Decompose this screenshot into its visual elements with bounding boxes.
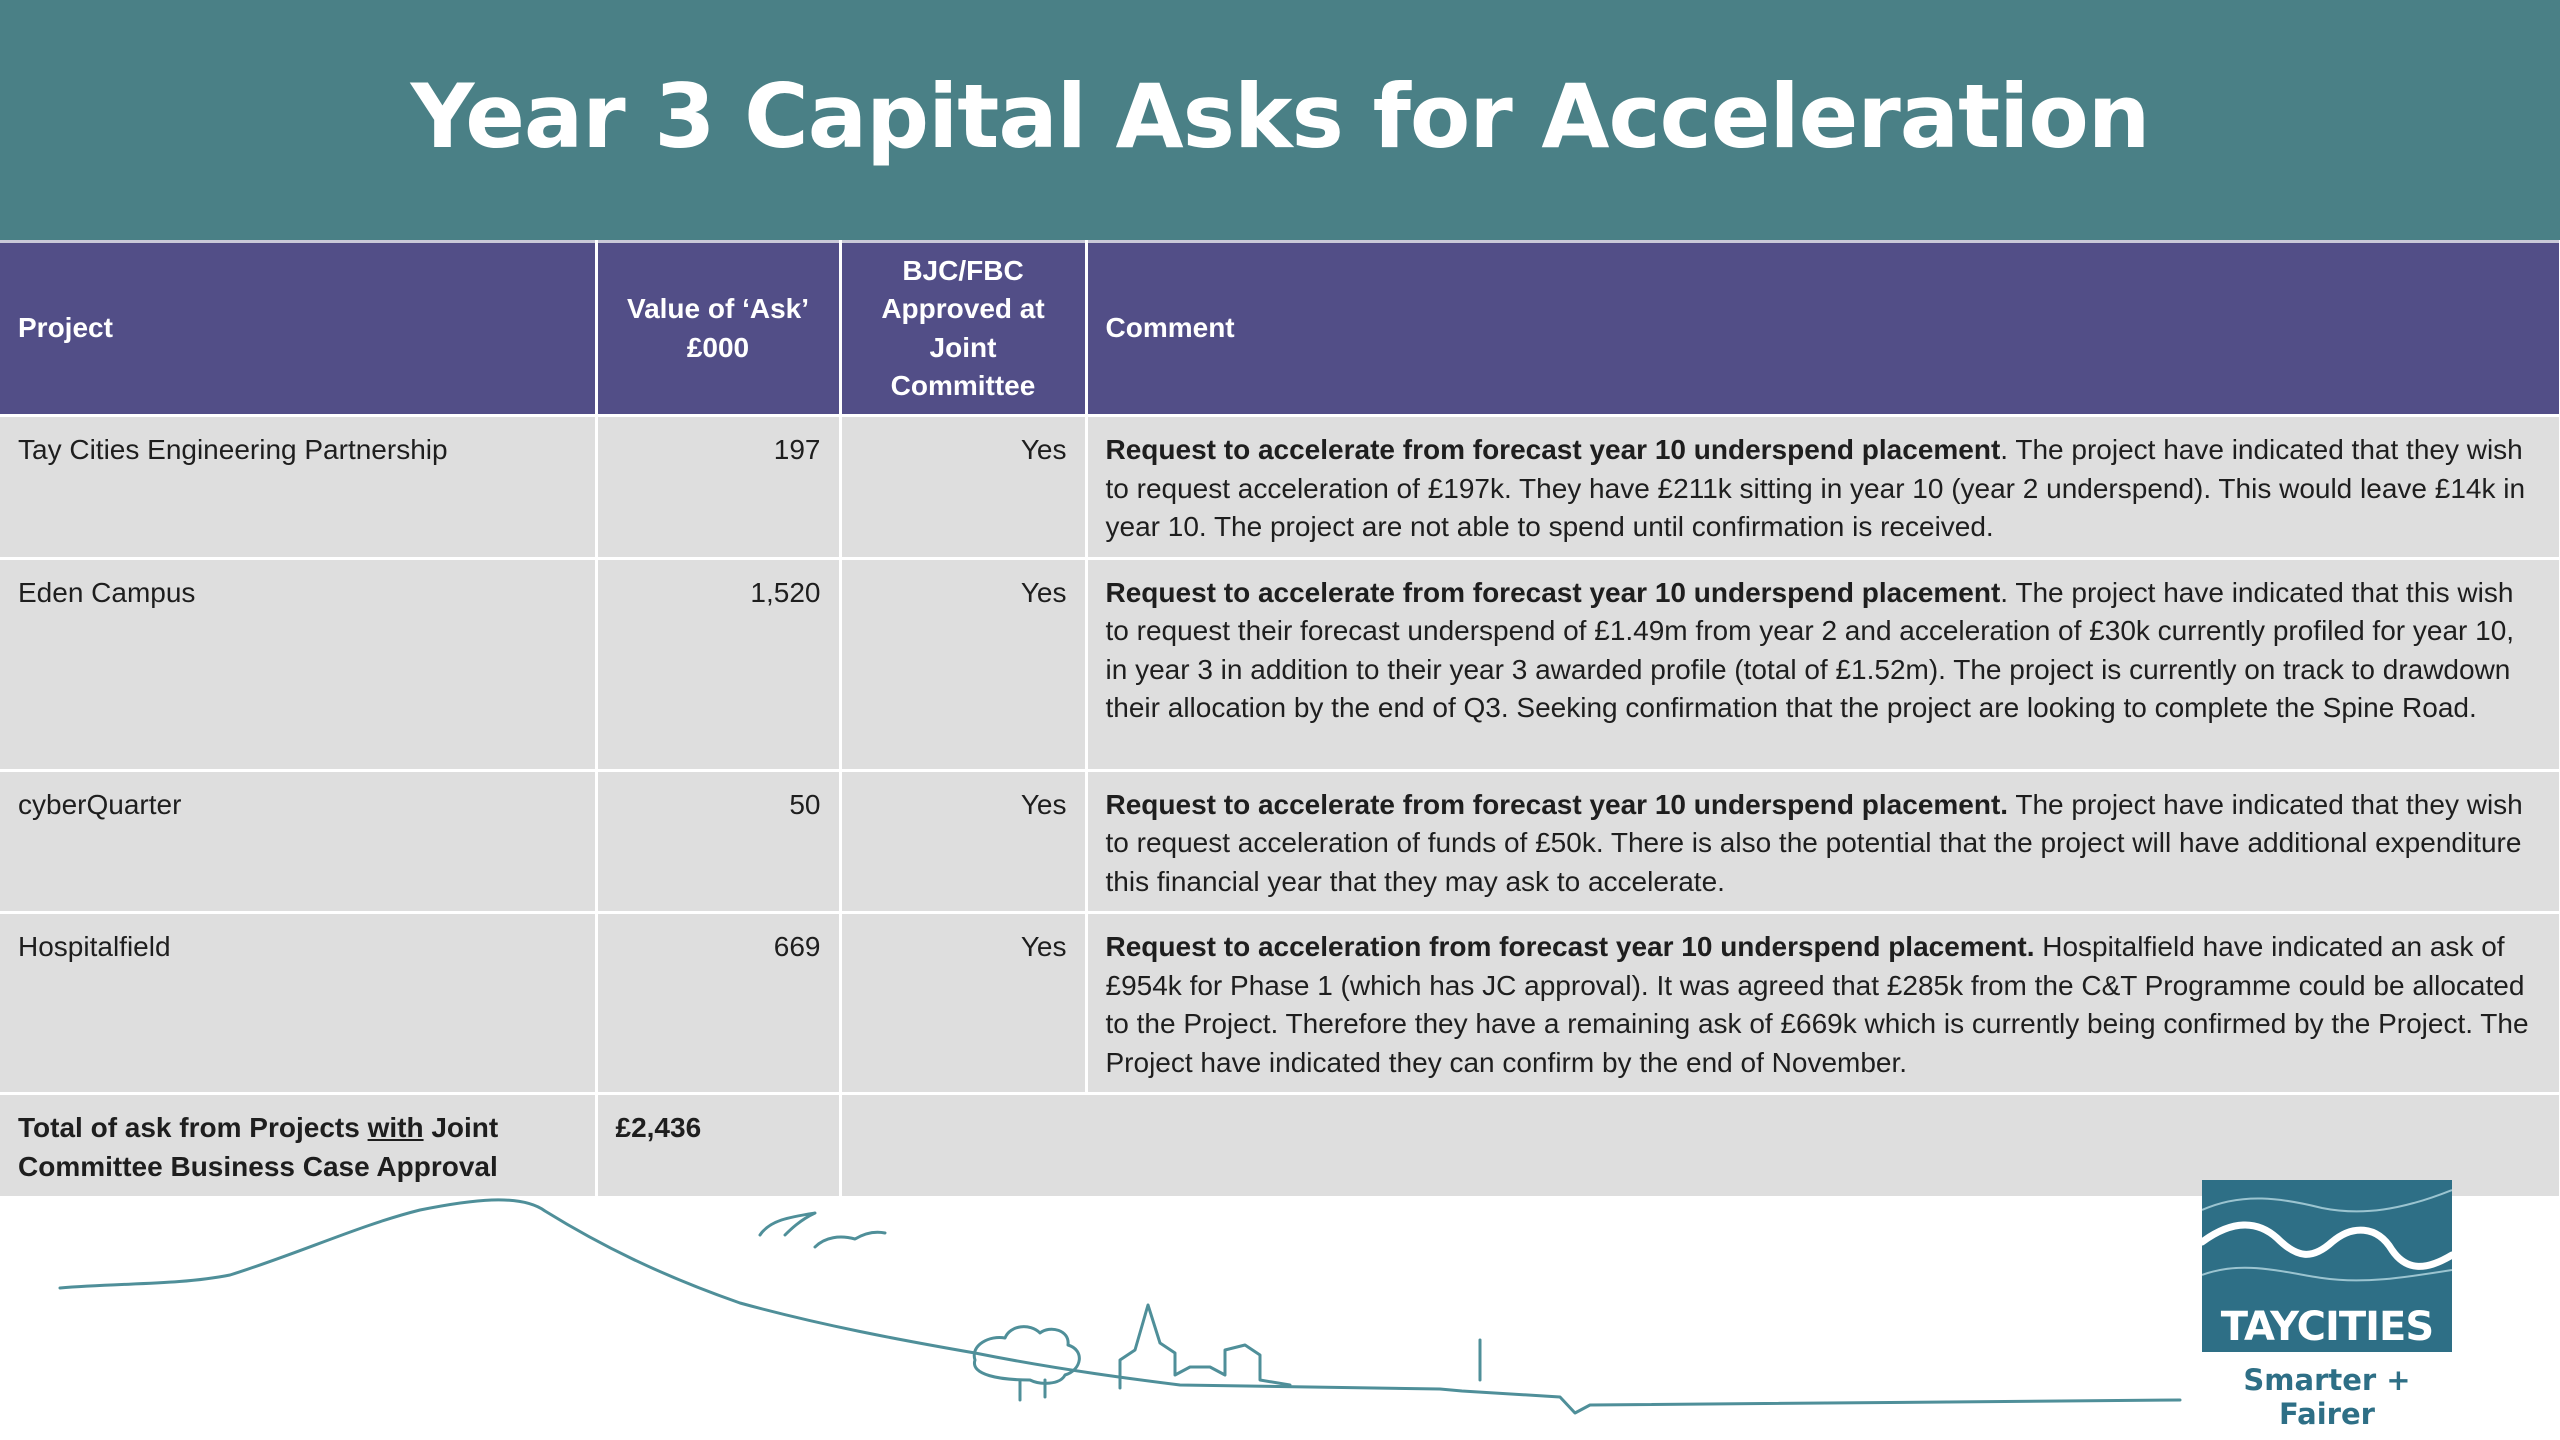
total-label-underlined: with <box>367 1112 424 1143</box>
taycities-logo <box>2202 1180 2452 1352</box>
cell-value: 1,520 <box>596 558 840 770</box>
comment-text: Hospitalfield have indicated an ask of £954k for Phase 1 (which has JC approval). It was agreed that £285k from the C&T Programme could be allocated to the Project. Therefore they have a remaining ask of £669k which is currently being confirmed by the Project. The Project have indicated they can confirm by the end of November. <box>1105 931 2529 1078</box>
cell-project: cyberQuarter <box>0 770 596 913</box>
cell-project: Eden Campus <box>0 558 596 770</box>
cell-value: 197 <box>596 416 840 559</box>
header-approved <box>840 242 1086 416</box>
title-banner <box>0 0 2560 240</box>
logo-tagline: Smarter + Fairer <box>2243 1363 2411 1431</box>
total-label-part: Joint Committee Business Case Approval <box>18 1112 499 1182</box>
comment-text: . The project have indicated that this wish to request their forecast underspend of £1.49m from year 2 and acceleration of £30k currently profiled for year 10, in year 3 in addition to their year 3 awarded profile (total of £1.52m). The project is currently on track to drawdown their allocation by the end of Q3. Seeking confirmation that the project are looking to complete the Spine Road. <box>1105 576 2515 723</box>
bird <box>760 1213 815 1235</box>
page-title: Year 3 Capital Asks for Acceleration <box>410 64 2150 168</box>
cell-value: 50 <box>596 770 840 913</box>
comment-bold: Request to accelerate from forecast year 10 underspend placement <box>1105 576 2001 608</box>
header-project <box>0 242 596 416</box>
header-value <box>596 242 840 416</box>
cell-approved: Yes <box>840 770 1086 913</box>
table-row <box>0 416 2560 559</box>
header-approved-line: BJC/FBC <box>902 254 1024 286</box>
header-approved-line: Approved at <box>881 293 1045 324</box>
cell-comment <box>1086 913 2560 1094</box>
cell-comment <box>1086 416 2560 559</box>
table-header-row <box>0 242 2560 416</box>
table-row <box>0 558 2560 770</box>
comment-bold: Request to acceleration from forecast year 10 underspend placement. <box>1105 931 2035 962</box>
cell-value: 669 <box>596 913 840 1094</box>
header-approved-line: Committee <box>890 370 1036 401</box>
comment-bold: Request to accelerate from forecast year 10 underspend placement <box>1105 434 2001 465</box>
cell-approved: Yes <box>840 558 1086 770</box>
logo-name: TAYCITIES <box>2220 1304 2434 1350</box>
house-outline <box>1120 1305 1290 1388</box>
header-value-line: £000 <box>686 331 750 363</box>
header-comment <box>1086 242 2560 416</box>
cell-project: Tay Cities Engineering Partnership <box>0 416 596 559</box>
comment-text: . The project have indicated that they wish to request acceleration of £197k. They have £211k sitting in year 10 (year 2 underspend). This would leave £14k in year 10. The project are not able to spend until confirmation is received. <box>1105 434 2526 542</box>
cell-project: Hospitalfield <box>0 913 596 1094</box>
header-approved-line: Joint <box>929 331 997 363</box>
cell-comment <box>1086 770 2560 913</box>
table-row <box>0 913 2560 1094</box>
cell-comment <box>1086 558 2560 770</box>
cell-approved: Yes <box>840 913 1086 1094</box>
landscape-illustration <box>0 1175 2200 1415</box>
header-comment-label: Comment <box>1105 312 1235 344</box>
header-project-label: Project <box>18 312 113 344</box>
comment-text: The project have indicated that they wish to request acceleration of funds of £50k. There is also the potential that the project will have additional expenditure this financial year that they may ask to accelerate. <box>1105 788 2523 897</box>
total-value: £2,436 <box>596 1094 840 1198</box>
comment-bold: Request to accelerate from forecast year 10 underspend placement. <box>1105 788 2009 820</box>
header-value-line: Value of ‘Ask’ <box>626 293 810 324</box>
cell-approved: Yes <box>840 416 1086 559</box>
total-label-part: Total of ask from Projects <box>18 1112 368 1143</box>
capital-asks-table <box>0 240 2560 1199</box>
bird <box>815 1232 885 1247</box>
table-row <box>0 770 2560 913</box>
